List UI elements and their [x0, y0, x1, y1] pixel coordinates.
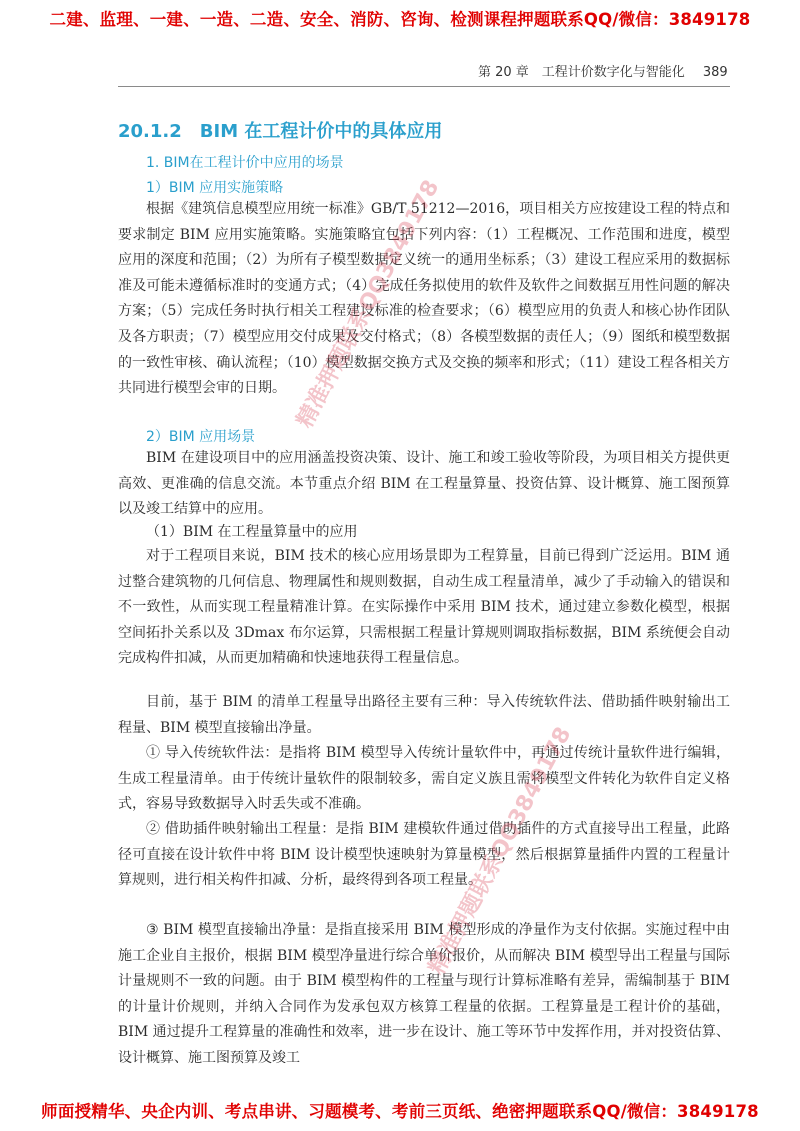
promo-banner-top: 二建、监理、一建、一造、二造、安全、消防、咨询、检测课程押题联系QQ/微信：3849178 — [49, 10, 751, 29]
header-divider — [118, 86, 730, 87]
section-title: 20.1.2 BIM 在工程计价中的具体应用 — [118, 121, 443, 142]
watermark-upper: 精准押题联系QQ3849178 — [292, 176, 445, 433]
paragraph-method-import: ① 导入传统软件法：是指将 BIM 模型导入传统计量软件中，再通过传统计量软件进行编辑，生成工程量清单。由于传统计量软件的限制较多，需自定义族且需将模型文件转化为软件自定义格式，容易导致数据导入时丢失或不准确。 — [118, 745, 730, 813]
watermark-lower: 精准押题联系QQ3849178 — [424, 723, 577, 980]
paragraph-export-paths: 目前，基于 BIM 的清单工程量导出路径主要有三种：导入传统软件法、借助插件映射输出工程量、BIM 模型直接输出净量。 — [118, 694, 730, 736]
running-head — [478, 61, 728, 80]
subsection-heading-scenarios: 1. BIM在工程计价中应用的场景 — [146, 155, 344, 171]
page-number: 389 — [702, 65, 728, 80]
paragraph-strategy: 根据《建筑信息模型应用统一标准》GB/T 51212—2016，项目相关方应按建设工程的特点和要求制定 BIM 应用实施策略。实施策略宜包括下列内容：（1）工程概况、工作范围和进度，模型应用的深度和范围；（2）为所有子模型数据定义统一的通用坐标系；（3）建设工程应采用的数据标准及可能未遵循标准时的变通方式；（4）完成任务拟使用的软件及软件之间数据互用性问题的解决方案；（5）完成任务时执行相关工程建设标准的检查要求；（6）模型应用的负责人和核心协作团队及各方职责；（7）模型应用交付成果及交付格式；（8）各模型数据的责任人；（9）图纸和模型数据的一致性审核、确认流程；（10）模型数据交换方式及交换的频率和形式；（11）建设工程各相关方共同进行模型会审的日期。 — [118, 201, 730, 397]
chapter-title: 第 20 章 工程计价数字化与智能化 — [478, 65, 685, 80]
subsection-heading-scenes: 2）BIM 应用场景 — [146, 429, 256, 445]
paragraph-scene: BIM 在建设项目中的应用涵盖投资决策、设计、施工和竣工验收等阶段，为项目相关方提供更高效、更准确的信息交流。本节重点介绍 BIM 在工程量算量、投资估算、设计概算、施工图预算以及竣工结算中的应用。 — [118, 450, 730, 518]
subsection-heading-strategy: 1）BIM 应用实施策略 — [146, 180, 284, 196]
paragraph-quantity-takeoff: 对于工程项目来说，BIM 技术的核心应用场景即为工程算量，目前已得到广泛运用。BIM 通过整合建筑物的几何信息、物理属性和规则数据，自动生成工程量清单，减少了手动输入的错误和不一致性，从而实现工程量精准计算。在实际操作中采用 BIM 技术，通过建立参数化模型，根据空间拓扑关系以及 3Dmax 布尔运算，只需根据工程量计算规则调取指标数据，BIM 系统便会自动完成构件扣减，从而更加精确和快速地获得工程量信息。 — [118, 548, 730, 667]
paragraph-method-direct: ③ BIM 模型直接输出净量：是指直接采用 BIM 模型形成的净量作为支付依据。实施过程中由施工企业自主报价，根据 BIM 模型净量进行综合单价报价，从而解决 BIM 模型导出工程量与国际计量规则不一致的问题。由于 BIM 模型构件的工程量与现行计算标准略有差异，需编制基于 BIM 的计量计价规则，并纳入合同作为发承包双方核算工程量的依据。工程算量是工程计价的基础，BIM 通过提升工程算量的准确性和效率，进一步在设计、施工等环节中发挥作用，并对投资估算、设计概算、施工图预算及竣工 — [118, 922, 730, 1066]
promo-banner-bottom: 师面授精华、央企内训、考点串讲、习题模考、考前三页纸、绝密押题联系QQ/微信：3849178 — [41, 1102, 759, 1121]
heading-quantity-takeoff: （1）BIM 在工程量算量中的应用 — [146, 524, 358, 540]
paragraph-method-plugin: ② 借助插件映射输出工程量：是指 BIM 建模软件通过借助插件的方式直接导出工程量，此路径可直接在设计软件中将 BIM 设计模型快速映射为算量模型，然后根据算量插件内置的工程量计算规则，进行相关构件扣减、分析，最终得到各项工程量。 — [118, 821, 730, 889]
